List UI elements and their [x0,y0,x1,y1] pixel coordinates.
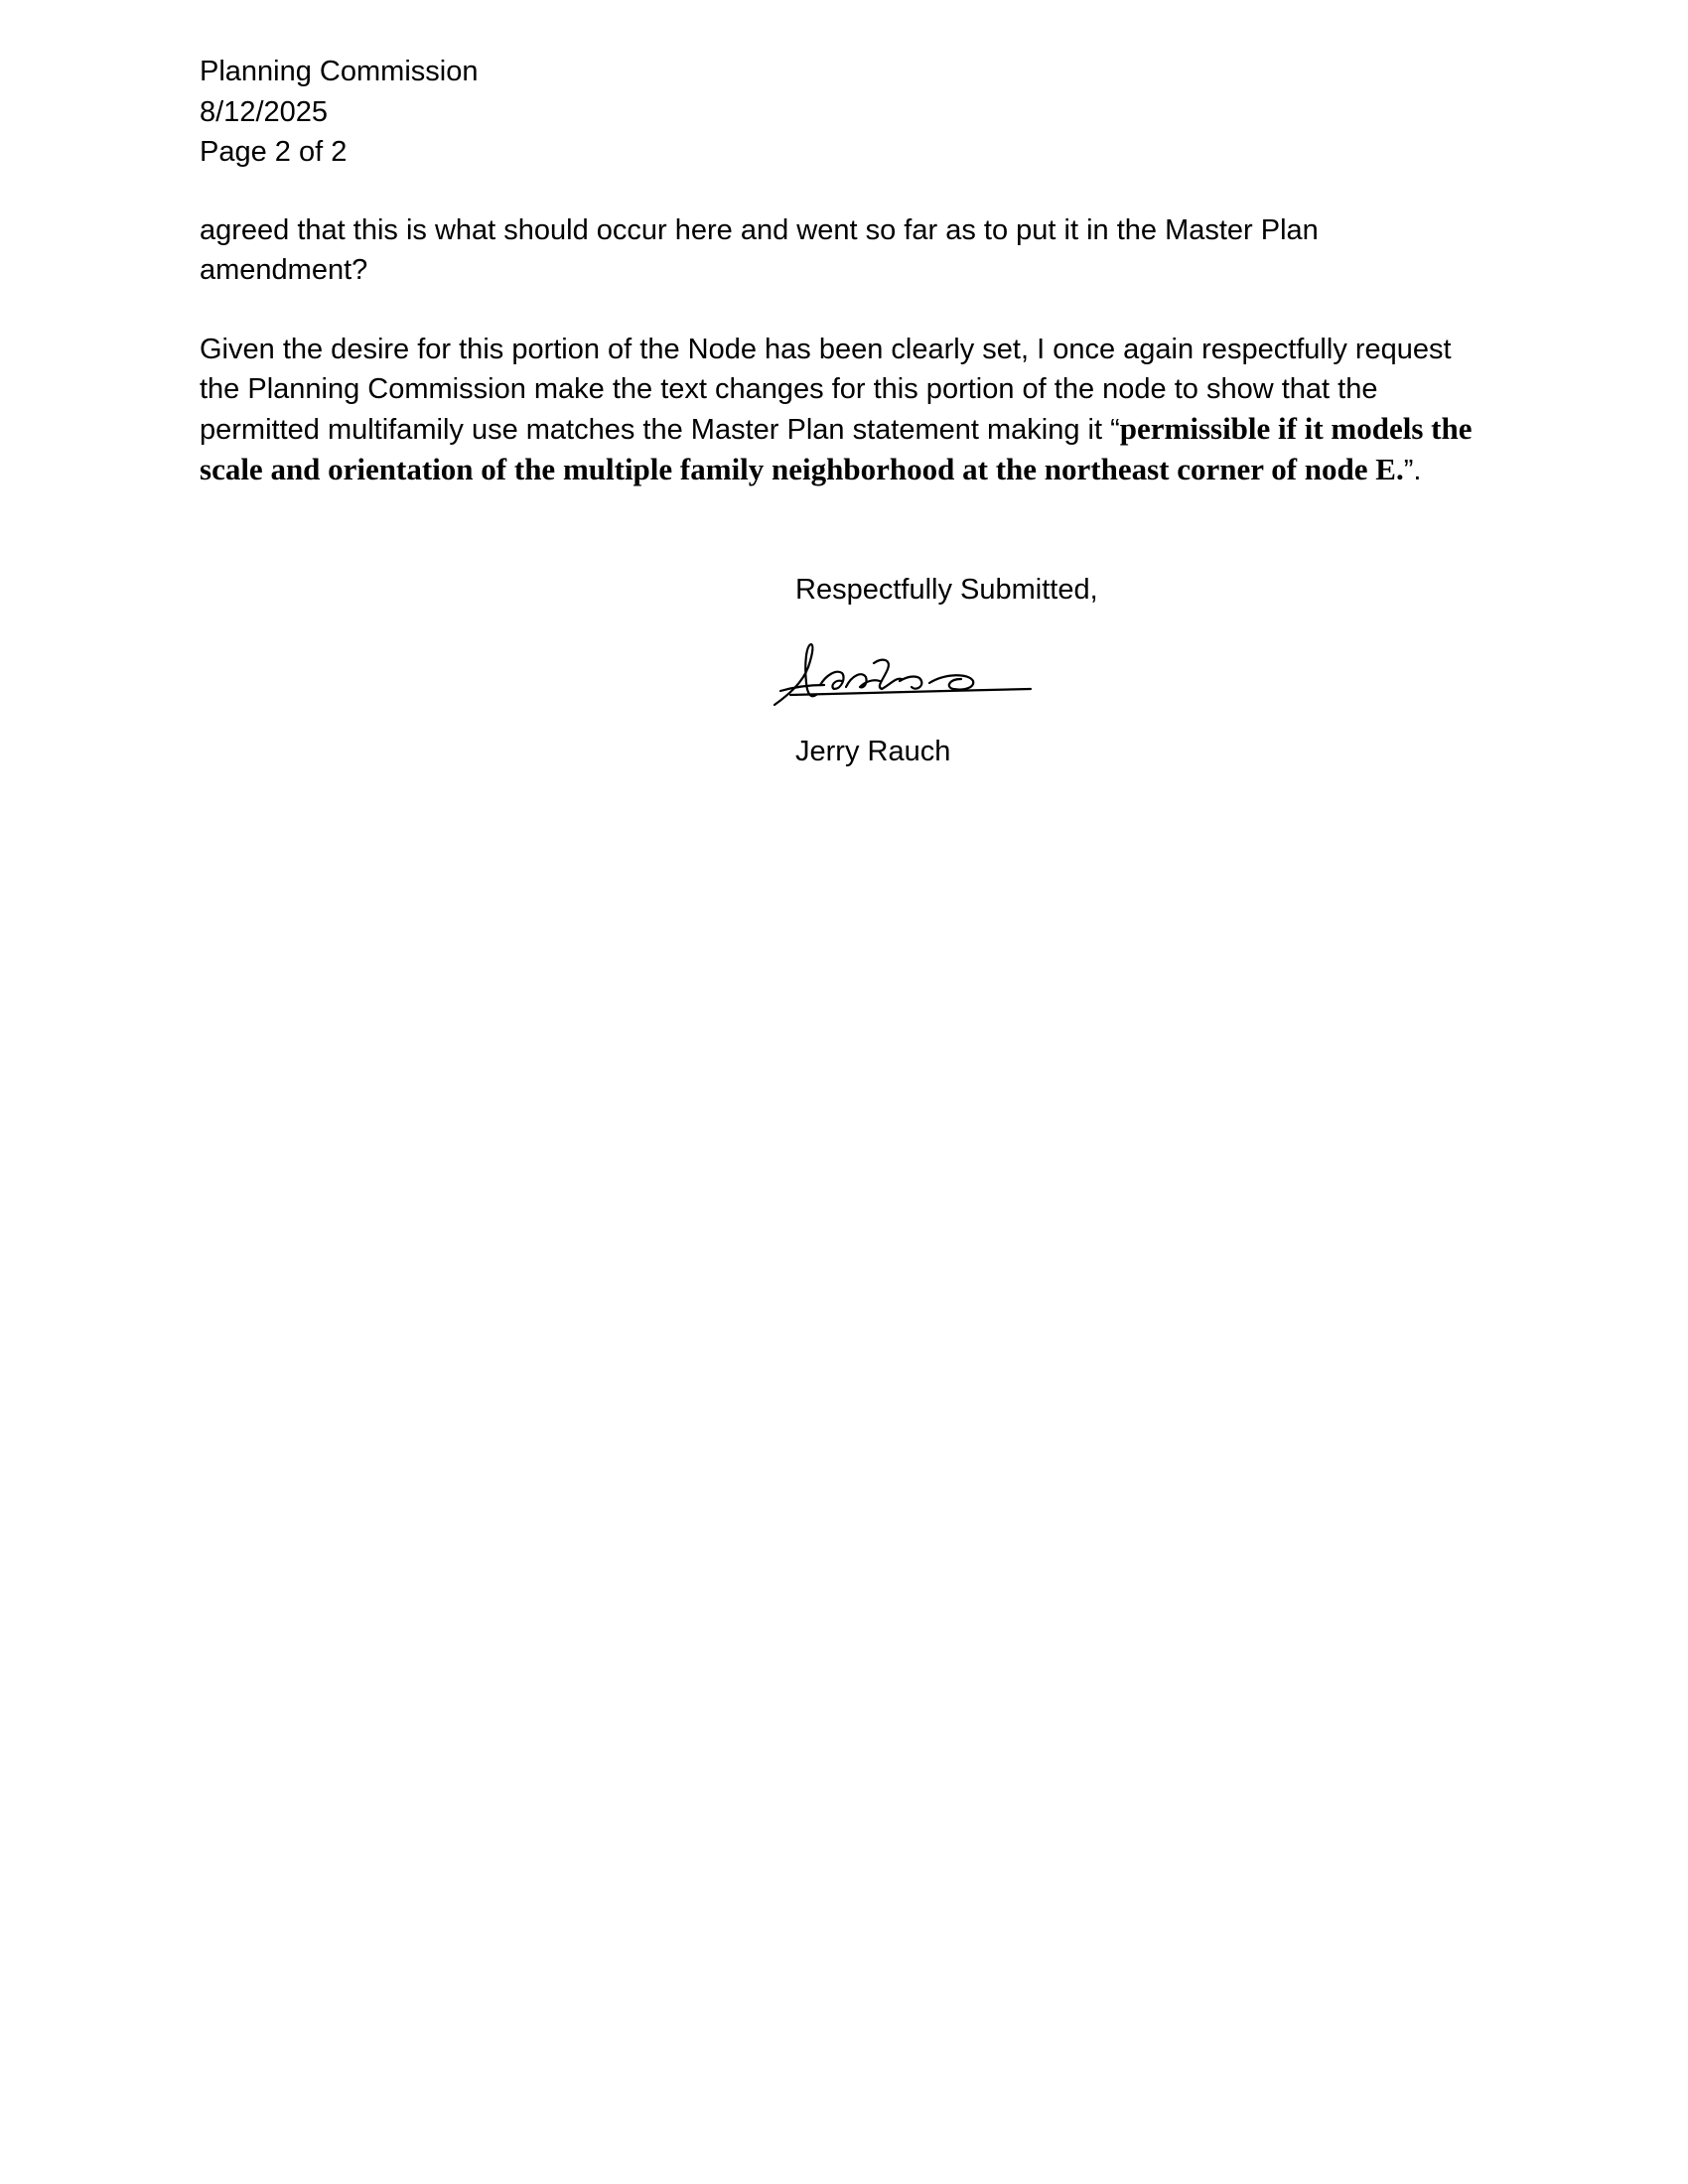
date-line: 8/12/2025 [200,95,329,128]
closing-text: Respectfully Submitted, [795,574,1098,606]
letter-header [200,52,478,173]
body-paragraph-1: agreed that this is what should occur here and went so far as to put it in the Master Plan amendment? [200,214,1319,286]
signer-name: Jerry Rauch [795,736,951,767]
recipient-line: Planning Commission [200,56,479,87]
master-plan-quote: permissible if it models the scale and orientation of the multiple family neighborhood at the northeast corner of node E. [200,411,1473,486]
paragraph-2-end: ”. [1403,455,1422,486]
body-paragraph-2 [200,330,1490,490]
paragraph-2-intro: Given the desire for this portion of the Node has been clearly set, I once again respectfully request the Planning Commission make the text changes for this portion of the node to show that the permitted multifamily use matches the Master Plan statement making it “ [200,334,1452,446]
page-number: Page 2 of 2 [200,136,348,168]
signature-image [771,635,1039,720]
